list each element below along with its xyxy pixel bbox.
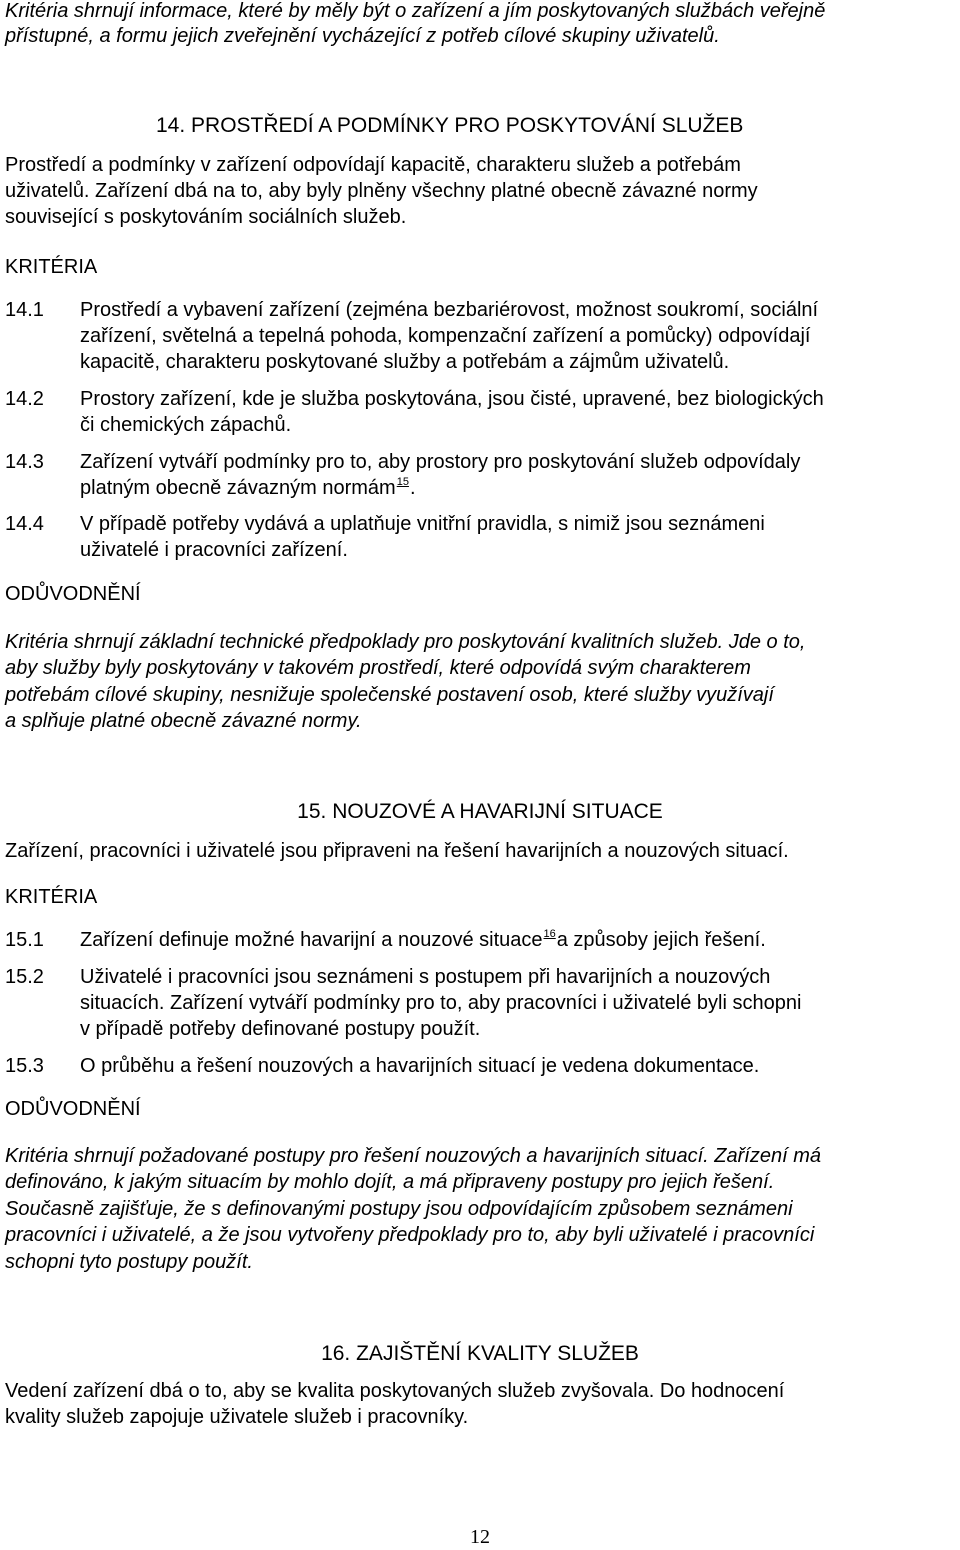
intro-line: Kritéria shrnují informace, které by měly být o zařízení a jím poskytovaných službách veřejně bbox=[5, 0, 826, 22]
criterion-number: 15.3 bbox=[5, 1055, 44, 1077]
criterion-text-line: Prostředí a vybavení zařízení (zejména bezbariérovost, možnost soukromí, sociální bbox=[80, 299, 819, 321]
section-intro-line: uživatelů. Zařízení dbá na to, aby byly plněny všechny platné obecně závazné normy bbox=[5, 180, 758, 202]
rationale-line: Kritéria shrnují základní technické předpoklady pro poskytování kvalitních služeb. Jde o to, bbox=[5, 631, 806, 653]
section-intro-line: kvality služeb zapojuje uživatele služeb i pracovníky. bbox=[5, 1406, 469, 1428]
criterion-number: 14.4 bbox=[5, 513, 44, 535]
section-intro-line: Vedení zařízení dbá o to, aby se kvalita poskytovaných služeb zvyšovala. Do hodnocení bbox=[5, 1380, 785, 1402]
section-heading: 16. ZAJIŠTĚNÍ KVALITY SLUŽEB bbox=[321, 1342, 639, 1365]
criterion-text-line bbox=[80, 475, 416, 504]
rationale-line: aby služby byly poskytovány v takovém prostředí, které odpovídá svým charakterem bbox=[5, 657, 751, 679]
criterion-text-after-footnote: a způsoby jejich řešení. bbox=[556, 929, 766, 951]
rationale-line: potřebám cílové skupiny, nesnižuje společenské postavení osob, které služby využívají bbox=[5, 684, 774, 706]
rationale-line: schopni tyto postupy použít. bbox=[5, 1251, 253, 1273]
criterion-number: 15.1 bbox=[5, 929, 44, 951]
criterion-text-line: Prostory zařízení, kde je služba poskytována, jsou čisté, upravené, bez biologických bbox=[80, 388, 824, 410]
section-intro-line: Prostředí a podmínky v zařízení odpovídají kapacitě, charakteru služeb a potřebám bbox=[5, 154, 741, 176]
rationale-label: ODŮVODNĚNÍ bbox=[5, 1098, 141, 1120]
footnote-ref-16[interactable]: 16 bbox=[543, 928, 556, 940]
criterion-text-line: uživatelé i pracovníci zařízení. bbox=[80, 539, 348, 561]
criterion-text-before-footnote: platným obecně závazným normám bbox=[80, 477, 396, 499]
criterion-text-line: či chemických zápachů. bbox=[80, 414, 292, 436]
criterion-text-line: kapacitě, charakteru poskytované služby a potřebám a zájmům uživatelů. bbox=[80, 351, 730, 373]
criterion-text-line: Zařízení vytváří podmínky pro to, aby prostory pro poskytování služeb odpovídaly bbox=[80, 451, 801, 473]
section-heading: 14. PROSTŘEDÍ A PODMÍNKY PRO POSKYTOVÁNÍ SLUŽEB bbox=[156, 114, 744, 137]
intro-line: přístupné, a formu jejich zveřejnění vycházející z potřeb cílové skupiny uživatelů. bbox=[5, 25, 720, 47]
criterion-number: 14.1 bbox=[5, 299, 44, 321]
criteria-label: KRITÉRIA bbox=[5, 886, 98, 908]
criteria-label: KRITÉRIA bbox=[5, 256, 98, 278]
criterion-text-line: V případě potřeby vydává a uplatňuje vnitřní pravidla, s nimiž jsou seznámeni bbox=[80, 513, 765, 535]
rationale-line: Kritéria shrnují požadované postupy pro řešení nouzových a havarijních situací. Zařízení má bbox=[5, 1145, 821, 1167]
criterion-text-line bbox=[80, 927, 766, 956]
criterion-text-line: v případě potřeby definované postupy použít. bbox=[80, 1018, 481, 1040]
criterion-text-before-footnote: Zařízení definuje možné havarijní a nouzové situace bbox=[80, 929, 543, 951]
footnote-ref-15[interactable]: 15 bbox=[396, 476, 409, 488]
rationale-line: a splňuje platné obecně závazné normy. bbox=[5, 710, 362, 732]
criterion-text-line: Uživatelé i pracovníci jsou seznámeni s postupem při havarijních a nouzových bbox=[80, 966, 771, 988]
criterion-text-after-footnote: . bbox=[409, 477, 416, 499]
criterion-number: 14.3 bbox=[5, 451, 44, 473]
section-heading: 15. NOUZOVÉ A HAVARIJNÍ SITUACE bbox=[297, 800, 663, 823]
rationale-line: Současně zajišťuje, že s definovanými postupy jsou odpovídajícím způsobem seznámeni bbox=[5, 1198, 793, 1220]
rationale-label: ODŮVODNĚNÍ bbox=[5, 583, 141, 605]
criterion-text-line: situacích. Zařízení vytváří podmínky pro to, aby pracovníci i uživatelé byli schopni bbox=[80, 992, 802, 1014]
criterion-number: 15.2 bbox=[5, 966, 44, 988]
criterion-number: 14.2 bbox=[5, 388, 44, 410]
criterion-text-line: O průběhu a řešení nouzových a havarijních situací je vedena dokumentace. bbox=[80, 1055, 760, 1077]
page-number: 12 bbox=[470, 1526, 490, 1548]
rationale-line: pracovníci i uživatelé, a že jsou vytvořeny předpoklady pro to, aby byli uživatelé i pracovníci bbox=[5, 1224, 815, 1246]
section-intro-line: Zařízení, pracovníci i uživatelé jsou připraveni na řešení havarijních a nouzových situací. bbox=[5, 840, 789, 862]
rationale-line: definováno, k jakým situacím by mohlo dojít, a má připraveny postupy pro jejich řešení. bbox=[5, 1171, 775, 1193]
criterion-text-line: zařízení, světelná a tepelná pohoda, kompenzační zařízení a pomůcky) odpovídají bbox=[80, 325, 811, 347]
section-intro-line: související s poskytováním sociálních služeb. bbox=[5, 206, 407, 228]
